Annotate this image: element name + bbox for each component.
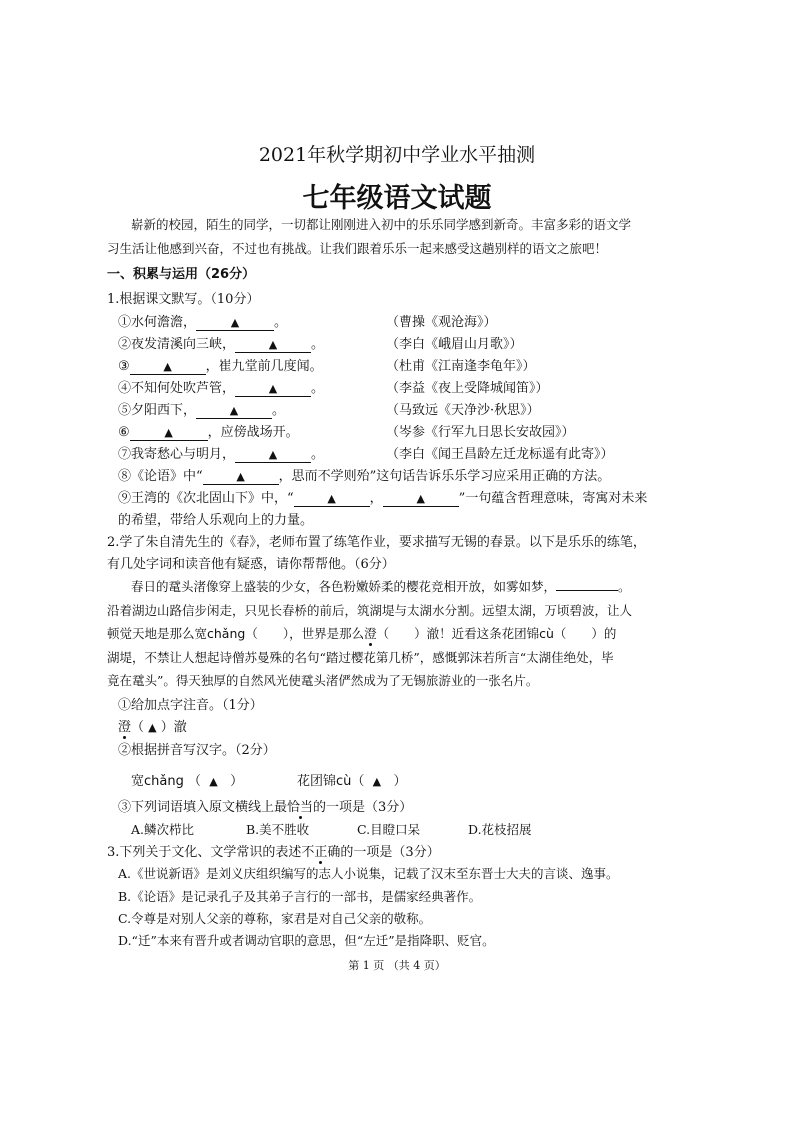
triangle-icon: ▲ (268, 338, 278, 351)
q2-passage-text: （ ）的 (553, 626, 617, 641)
q2-sub3-label (118, 796, 412, 815)
q2-sub3-option-d[interactable]: D.花枝招展 (468, 822, 532, 837)
triangle-icon: ▲ (327, 492, 336, 505)
q1-item-8-end: ，思而不学则殆”这句话告诉乐乐学习应采用正确的方法。 (278, 469, 611, 484)
q2-sub1-answer (118, 716, 187, 735)
q2-sub2-a-word: 宽 (131, 774, 145, 789)
triangle-icon[interactable]: ▲ (372, 775, 382, 788)
q1-item-4-source: （李益《夜上受降城闻笛》） (386, 381, 549, 396)
answer-blank[interactable] (203, 469, 279, 485)
q1-item-2-end: 。 (311, 337, 325, 352)
triangle-icon: ▲ (229, 404, 239, 417)
q3-option-b[interactable]: B.《论语》是记录孔子及其弟子言行的一部书，是儒家经典著作。 (118, 889, 482, 904)
q2-sub2-b-word: 花团锦 (297, 774, 337, 789)
triangle-icon[interactable]: ▲ (209, 775, 218, 788)
q2-heading-line-2: 有几处字词和读音他有疑惑，请你帮帮他。（6分） (107, 557, 395, 572)
dotted-text: 不正确 (301, 841, 340, 860)
triangle-icon: ▲ (416, 492, 425, 505)
section-heading: 一、积累与运用（26分） (107, 267, 256, 282)
q1-item-7-text: ⑦我寄愁心与明月， (118, 447, 236, 462)
q1-item-1-source: （曹操《观沧海》） (386, 315, 497, 330)
exam-subtitle: 七年级语文试题 (302, 183, 492, 214)
q2-sub3-option-c[interactable]: C.目瞪口呆 (357, 822, 421, 837)
answer-blank[interactable] (383, 491, 459, 507)
q1-item-7-source: （李白《闻王昌龄左迁龙标遥有此寄》） (386, 447, 614, 462)
pinyin-chang: chǎng (144, 774, 184, 789)
q1-item-2-source: （李白《峨眉山月歌》） (386, 337, 523, 352)
answer-blank[interactable] (130, 359, 206, 375)
q1-item-9 (118, 487, 647, 507)
q1-item-3-source: （杜甫《江南逢李龟年》） (386, 359, 536, 374)
q2-passage-line-5: 竟在鼋头”。得天独厚的自然风光使鼋头渚俨然成为了无锡旅游业的一张名片。 (107, 673, 539, 688)
pinyin-chang: chǎng (207, 626, 246, 641)
q1-item-9-text: ⑨王湾的《次北固山下》中，“ (118, 491, 294, 506)
q2-sub1-label: ①给加点字注音。（1分） (118, 698, 263, 713)
page-footer: 第 1 页 （共 4 页） (348, 959, 446, 972)
q1-item-7 (118, 443, 324, 463)
q3-heading-text: 的一项是（3分） (340, 845, 440, 860)
q1-item-6 (118, 421, 299, 441)
paren-open: （ (131, 720, 145, 735)
q3-heading-text: 3.下列关于文化、文学常识的表述 (107, 845, 302, 860)
triangle-icon: ▲ (230, 316, 240, 329)
exam-title: 2021年秋学期初中学业水平抽测 (258, 144, 536, 166)
q1-item-7-end: 。 (311, 447, 325, 462)
q3-heading (107, 841, 440, 860)
q2-sub2-label: ②根据拼音写汉字。（2分） (118, 743, 276, 758)
q1-item-6-end: ，应傍战场开。 (207, 425, 299, 440)
q2-passage-line-4: 湖堤，不禁让人想起诗僧苏曼殊的名句“踏过樱花第几桥”，感慨郭沫若所言“太湖佳绝处，毕 (107, 650, 614, 665)
triangle-icon: ▲ (268, 382, 278, 395)
answer-blank[interactable] (235, 381, 311, 397)
q2-sub2-a: 宽chǎng （ ▲ ） (131, 774, 244, 789)
triangle-icon: ▲ (236, 470, 245, 483)
q2-sub3-text: ③下列词语填入原文横线上最 (118, 800, 288, 815)
q1-item-8 (118, 465, 610, 485)
q1-item-1 (118, 311, 287, 331)
q3-option-a[interactable]: A.《世说新语》是刘义庆组织编写的志人小说集，记载了汉末至东晋士大夫的言谈、逸事。 (118, 866, 619, 881)
answer-blank[interactable] (196, 315, 274, 331)
q1-item-2 (118, 333, 324, 353)
q2-sub2-b: 花团锦cù（ ▲ ） (297, 774, 407, 789)
q2-passage-text: 顿觉天地是那么宽 (107, 626, 208, 641)
triangle-icon[interactable]: ▲ (148, 721, 157, 734)
pinyin-cu: cù (539, 626, 554, 641)
triangle-icon: ▲ (163, 360, 172, 373)
q2-passage-end: 。 (618, 579, 631, 594)
q1-item-4 (118, 377, 324, 397)
q1-item-3-text: ③ (118, 359, 130, 374)
q2-passage-text: （ ）澈！近看这条花团锦 (376, 626, 540, 641)
q2-sub3-text: 的一项是（3分） (313, 800, 413, 815)
q2-sub3-option-b[interactable]: B.美不胜收 (246, 822, 310, 837)
q1-item-3-end: ，崔九堂前几度闻。 (205, 359, 323, 374)
q1-item-2-text: ②夜发清溪向三峡， (118, 337, 236, 352)
pinyin-cu: cù (336, 774, 352, 789)
q1-item-8-text: ⑧《论语》中“ (118, 469, 203, 484)
intro-line-2: 习生活让他感到兴奋，不过也有挑战。让我们跟着乐乐一起来感受这趟别样的语文之旅吧！ (107, 241, 608, 256)
dotted-char: 澄 (364, 626, 377, 641)
dotted-char: 澄 (118, 716, 131, 735)
q3-option-c[interactable]: C.令尊是对别人父亲的尊称，家君是对自己父亲的敬称。 (118, 911, 432, 926)
q1-item-4-text: ④不知何处吹芦管， (118, 381, 236, 396)
answer-blank[interactable] (556, 577, 618, 591)
q1-item-9-end: ”一句蕴含哲理意味，寄寓对未来 (458, 491, 648, 506)
triangle-icon: ▲ (268, 448, 278, 461)
q1-item-5-text: ⑤夕阳西下， (118, 403, 197, 418)
answer-blank[interactable] (294, 491, 370, 507)
q1-item-6-source: （岑参《行军九日思长安故园》） (386, 425, 575, 440)
q1-item-9-comma: ， (369, 491, 383, 506)
q2-passage-line-3 (107, 624, 616, 642)
q1-item-6-text: ⑥ (118, 425, 130, 440)
q2-passage-text: 春日的鼋头渚像穿上盛装的少女，各色粉嫩娇柔的樱花竞相开放，如雾如梦， (131, 579, 557, 594)
q1-heading: 1.根据课文默写。（10分） (107, 292, 260, 307)
q2-sub3-option-a[interactable]: A.鳞次栉比 (131, 822, 195, 837)
answer-blank[interactable] (196, 403, 272, 419)
q2-passage-line-2: 沿着湖边山路信步闲走，只见长春桥的前后，筑湖堤与太湖水分割。远望太湖，万顷碧波，让人 (107, 603, 633, 618)
q2-passage-text: （ ），世界是那么 (245, 626, 365, 641)
q1-item-1-end: 。 (274, 315, 288, 330)
answer-blank[interactable] (235, 447, 311, 463)
q3-option-d[interactable]: D.“迁”本来有晋升或者调动官职的意思，但“左迁”是指降职、贬官。 (118, 933, 495, 948)
q1-item-5-source: （马致远《天净沙·秋思》） (386, 403, 540, 418)
answer-blank[interactable] (235, 337, 311, 353)
q2-passage-line-1 (131, 577, 631, 595)
q1-item-1-text: ①水何澹澹， (118, 315, 197, 330)
q2-heading-line-1: 2.学了朱自清先生的《春》，老师布置了练笔作业，要求描写无锡的春景。以下是乐乐的练笔， (107, 535, 646, 550)
q1-item-5-end: 。 (272, 403, 286, 418)
paren-close: ）澈 (160, 720, 187, 735)
triangle-icon: ▲ (164, 426, 173, 439)
answer-blank[interactable] (130, 425, 208, 441)
q1-item-9-line-2: 的希望，带给人乐观向上的力量。 (118, 513, 314, 528)
intro-line-1: 崭新的校园，陌生的同学，一切都让刚刚进入初中的乐乐同学感到新奇。丰富多彩的语文学 (131, 217, 632, 232)
dotted-text: 恰当 (287, 796, 313, 815)
q1-item-5 (118, 399, 285, 419)
q1-item-3 (118, 355, 323, 375)
q1-item-4-end: 。 (311, 381, 325, 396)
